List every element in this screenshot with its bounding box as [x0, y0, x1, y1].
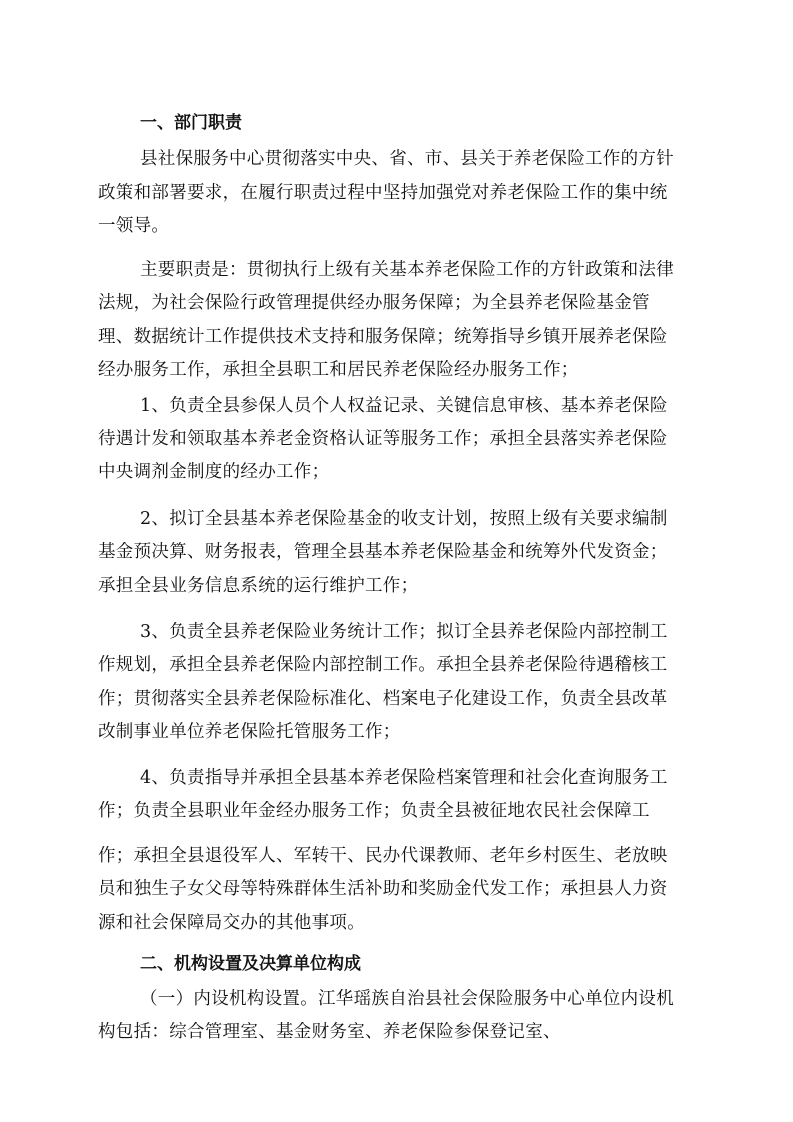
paragraph-line: 政策和部署要求，在履行职责过程中坚持加强党对养老保险工作的集中统: [98, 183, 668, 203]
paragraph-line: 法规，为社会保险行政管理提供经办服务保障；为全县养老保险基金管: [98, 293, 650, 313]
paragraph-line: 构包括：综合管理室、基金财务室、养老保险参保登记室、: [98, 1022, 561, 1042]
list-item-line: 作；负责全县职业年金经办服务工作；负责全县被征地农民社会保障工: [98, 801, 650, 821]
list-item-line: 中央调剂金制度的经办工作；: [98, 462, 330, 482]
section-heading-structure: 二、机构设置及决算单位构成: [140, 954, 361, 974]
list-item-line: 作；承担全县退役军人、军转干、民办代课教师、老年乡村医生、老放映: [98, 846, 668, 866]
list-item-line: 作；贯彻落实全县养老保险标准化、档案电子化建设工作，负责全县改革: [98, 689, 668, 709]
list-item-line: 待遇计发和领取基本养老金资格认证等服务工作；承担全县落实养老保险: [98, 429, 668, 449]
list-item-line: 基金预决算、财务报表，管理全县基本养老保险基金和统筹外代发资金；: [98, 542, 668, 562]
paragraph-line: 理、数据统计工作提供技术支持和服务保障；统筹指导乡镇开展养老保险: [98, 327, 668, 347]
paragraph-line: 县社保服务中心贯彻落实中央、省、市、县关于养老保险工作的方针: [140, 149, 674, 169]
list-item-line: 4、负责指导并承担全县基本养老保险档案管理和社会化查询服务工: [140, 768, 668, 788]
list-item-line: 作规划，承担全县养老保险内部控制工作。承担全县养老保险待遇稽核工: [98, 655, 668, 675]
list-item-line: 承担全县业务信息系统的运行维护工作；: [98, 576, 419, 596]
paragraph-line: 主要职责是：贯彻执行上级有关基本养老保险工作的方针政策和法律: [140, 260, 674, 280]
section-heading-duties: 一、部门职责: [140, 113, 242, 133]
paragraph-line: （一）内设机构设置。江华瑶族自治县社会保险服务中心单位内设机: [140, 989, 674, 1009]
list-item-line: 1、负责全县参保人员个人权益记录、关键信息审核、基本养老保险: [140, 396, 668, 416]
list-item-line: 员和独生子女父母等特殊群体生活补助和奖励金代发工作；承担县人力资: [98, 879, 668, 899]
list-item-line: 3、负责全县养老保险业务统计工作；拟订全县养老保险内部控制工: [140, 622, 668, 642]
paragraph-line: 一领导。: [98, 216, 170, 236]
list-item-line: 改制事业单位养老保险托管服务工作；: [98, 722, 401, 742]
list-item-line: 2、拟订全县基本养老保险基金的收支计划，按照上级有关要求编制: [140, 509, 668, 529]
paragraph-line: 经办服务工作，承担全县职工和居民养老保险经办服务工作；: [98, 360, 579, 380]
list-item-line: 源和社会保障局交办的其他事项。: [98, 913, 365, 933]
